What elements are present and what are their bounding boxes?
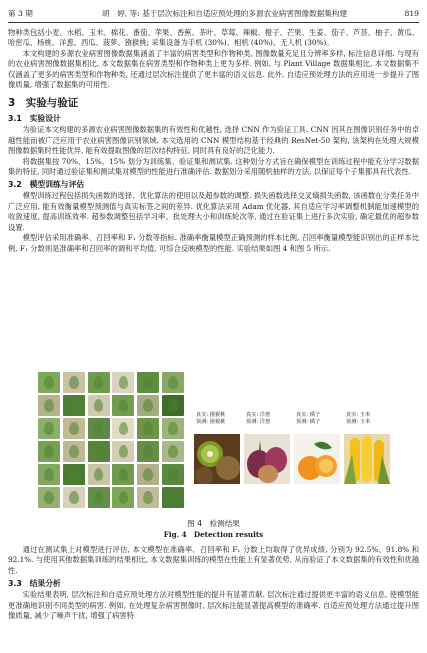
leaf-image [112,372,134,393]
prediction-label: 真实: 猕猴桃 预测: 猕猴桃 [196,412,226,425]
leaf-image [38,487,60,508]
body-text-top [8,28,419,254]
leaf-image [162,441,184,462]
paragraph-data-split: 将数据集按 70%、15%、15% 划分为训练集、验证集和测试集. 这种划分方式旨在确保模型在训练过程中能充分学习数据集的特征, 同时通过验证集和测试集对模型的性能进行准确评估. 数据划分采用随机抽样的方法, 以保证每个子集都具有代表性. [8,156,419,177]
prediction-label: 真实: 玉米 预测: 玉米 [346,412,371,425]
leaf-image [63,395,85,416]
paragraph-evaluation: 模型评估采用准确率、召回率和 F₁ 分数等指标. 准确率衡量模型正确预测的样本比例, 召回率衡量模型能识别出的正样本比例, F₁ 分数则是准确率和召回率的调和平均值, 可综合反映模型的性能. 实验结果如图 4 和图 5 所示. [8,233,419,253]
prediction-labels [196,412,396,432]
leaf-image [38,418,60,439]
leaf-image [38,395,60,416]
figure-caption-en: Fig. 4 Detection results [163,530,264,539]
detection-photos [194,434,390,484]
leaf-image [137,441,159,462]
leaf-image [112,464,134,485]
subsection-heading-3-2: 3.2 模型训练与评估 [8,180,85,190]
leaf-image-grid [38,372,184,508]
leaf-image [63,418,85,439]
leaf-image [63,464,85,485]
leaf-image [137,418,159,439]
leaf-image [137,395,159,416]
figure-4 [38,370,390,510]
paragraph-species: 物种类包括小麦、水稻、玉米、棉花、番茄、苹果、香蕉、茶叶、草莓、辣椒、橙子、芒果、生姜、茄子、芦荟、柚子、黄瓜、哈密瓜、杨桃、洋葱、西瓜、菠萝、猕猴桃; 采集设备为手机 (30%)、相机 (40%)、无人机 (30%)。 [8,28,419,48]
section-heading-3: 3 实验与验证 [8,97,79,110]
leaf-image [162,464,184,485]
header-rule [8,22,419,23]
paragraph-experiment-design: 为验证本文构建的多源农业病害图像数据集的有效性和优越性, 选择 CNN 作为验证工具. CNN 因其在图像识别任务中的卓越性能而被广泛应用于农业病害图像识别领域. 本文选用的 CNN 模型结构基于经典的 ResNet-50 架构, 该架构在处理大规模图像数据集时性能优异, 能有效提取图像的层次结构特征, 同时具有良好的泛化能力. [8,125,419,156]
running-header [8,6,419,20]
kiwi-photo [194,434,240,484]
leaf-image [112,487,134,508]
leaf-image [88,487,110,508]
leaf-image [88,395,110,416]
leaf-image [112,395,134,416]
leaf-image [162,487,184,508]
leaf-image [38,372,60,393]
leaf-image [112,418,134,439]
leaf-image [88,464,110,485]
leaf-image [38,441,60,462]
leaf-image [63,372,85,393]
leaf-image [63,487,85,508]
leaf-image [137,372,159,393]
onion-photo [244,434,290,484]
orange-photo [294,434,340,484]
leaf-image [88,372,110,393]
prediction-label: 真实: 洋葱 预测: 洋葱 [246,412,271,425]
subsection-heading-3-3: 3.3 结果分析 [8,579,61,589]
page-number: 819 [404,8,419,18]
running-title: 胡 婷, 等: 基于层次标注和自适应预处理的多源农业病害图像数据集构建 [101,8,348,18]
leaf-image [88,418,110,439]
subsection-heading-3-1: 3.1 实验设计 [8,114,61,124]
leaf-image [112,441,134,462]
body-text-bottom [8,545,419,621]
paragraph-dataset-summary: 本文构建的多源农业病害图像数据集涵盖了丰富的病害类型和作物种类, 图像数量充足且分辨率多样, 标注信息详细. 与现有的农业病害图像数据集相比, 本文数据集在病害类型和作物种类上更为多样. 例如, 与 Plant Village 数据集相比, 本文数据集不仅涵盖了更多的病害类型和作物种类, 还通过层次标注提供了更丰富的语义信息. 此外, 自适应预处理方法的应用进一步提升了图像质量, 增强了数据集的可用性. [8,48,419,90]
issue-number: 第 3 期 [8,8,33,18]
leaf-image [38,464,60,485]
paragraph-analysis: 实验结果表明, 层次标注和自适应预处理方法对模型性能的提升有显著贡献. 层次标注通过提供更丰富的语义信息, 使模型能更准确地识别不同类型的病害. 例如, 在处理复杂病害图像时, 层次标注能显著提高模型的准确率. 自适应预处理方法通过提升图像质量, 减少了噪声干扰, 增强了病害特 [8,590,419,621]
leaf-image [63,441,85,462]
figure-caption-cn: 图 4 检测结果 [187,519,240,528]
prediction-label: 真实: 橘子 预测: 橘子 [296,412,321,425]
corn-photo [344,434,390,484]
paragraph-training: 模型训练过程包括损失函数的选择、优化算法的使用以及超参数的调整. 损失函数选择交叉熵损失函数, 该函数在分类任务中广泛应用, 能有效衡量模型预测值与真实标签之间的差异. 优化算法采用 Adam 优化器, 其自适应学习率调整机制能加速模型的收敛速度, 提高训练效率. 超参数调整包括学习率、批处理大小和训练轮次等, 通过在验证集上进行多次实验, 确定最优的超参数设置. [8,191,419,232]
leaf-image [88,441,110,462]
leaf-image [162,372,184,393]
paragraph-results: 通过在测试集上对模型进行评估, 本文模型在准确率、召回率和 F₁ 分数上均取得了优异成绩, 分别为 92.5%、91.8% 和 92.1%. 与使用其他数据集训练的结果相比, 本文数据集训练的模型在性能上有显著优势, 从而验证了本文数据集的有效性和优越性. [8,545,419,575]
leaf-image [137,464,159,485]
leaf-image [162,418,184,439]
leaf-image [137,487,159,508]
leaf-image [162,395,184,416]
